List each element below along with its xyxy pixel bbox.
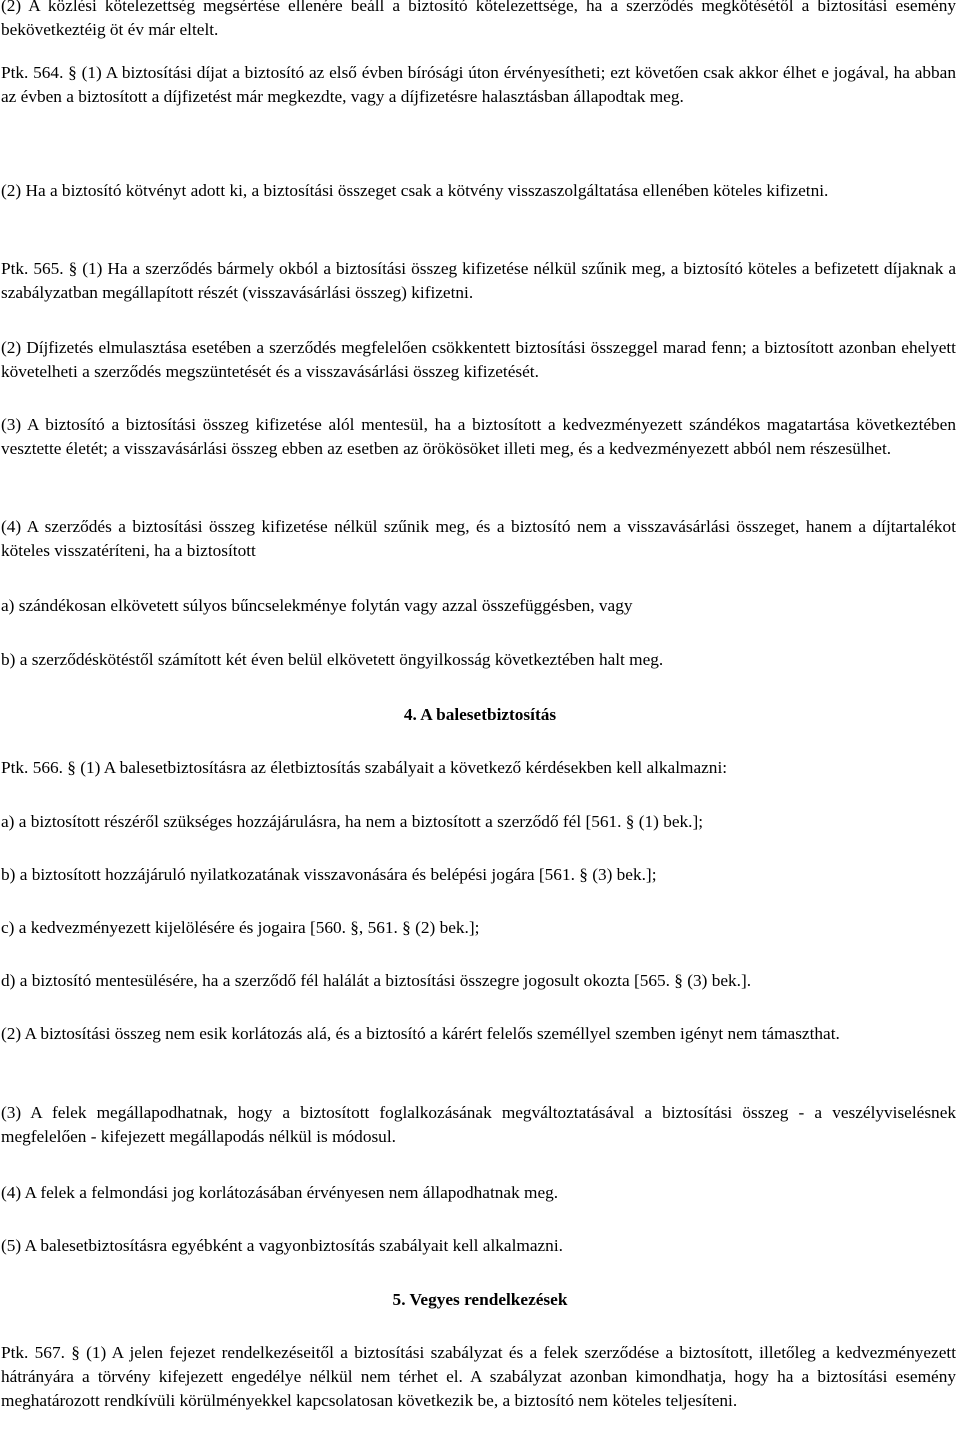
paragraph-566-1-a: a) a biztosított részéről szükséges hozzájárulásra, ha nem a biztosított a szerződő fél [561. § (1) bek.]; — [1, 812, 704, 831]
paragraph-566-5: (5) A balesetbiztosításra egyébként a vagyonbiztosítás szabályait kell alkalmazni. — [1, 1236, 563, 1255]
section-heading-vegyes-rendelkezesek: 5. Vegyes rendelkezések — [392, 1290, 568, 1309]
paragraph-565-1: Ptk. 565. § (1) Ha a szerződés bármely okból a biztosítási összeg kifizetése nélkül szűnik meg, a biztosító köteles a befizetett díjaknak a szabályzatban megállapított részét (visszavásárlási összeg) kifizetni. — [1, 259, 956, 302]
paragraph-566-1-b: b) a biztosított hozzájáruló nyilatkozatának visszavonására és belépési jogára [561. § (3) bek.]; — [1, 865, 657, 884]
paragraph-566-1-d: d) a biztosító mentesülésére, ha a szerződő fél halálát a biztosítási összegre jogosult okozta [565. § (3) bek.]. — [1, 971, 752, 990]
paragraph-567-1: Ptk. 567. § (1) A jelen fejezet rendelkezéseitől a biztosítási szabályzat és a felek szerződése a biztosított, illetőleg a kedvezményezett hátrányára a törvény kifejezett engedélye nélkül nem térhet el. A szabályzat azonban kimondhatja, hogy ha a biztosítási esemény meghatározott rendkívüli körülményekkel kapcsolatosan következik be, a biztosító nem köteles teljesíteni. — [1, 1343, 956, 1410]
paragraph-566-1: Ptk. 566. § (1) A balesetbiztosításra az életbiztosítás szabályait a következő kérdésekben kell alkalmazni: — [1, 758, 728, 777]
section-heading-balesetbiztositas: 4. A balesetbiztosítás — [403, 705, 557, 724]
paragraph-566-3: (3) A felek megállapodhatnak, hogy a biztosított foglalkozásának megváltoztatásával a biztosítási összeg - a veszélyviselésnek megfelelően - kifejezett megállapodás nélkül is módosul. — [1, 1103, 956, 1146]
paragraph-565-4: (4) A szerződés a biztosítási összeg kifizetése nélkül szűnik meg, és a biztosító nem a visszavásárlási összeget, hanem a díjtartalékot köteles visszatéríteni, ha a biztosított — [1, 517, 956, 560]
paragraph-565-3: (3) A biztosító a biztosítási összeg kifizetése alól mentesül, ha a biztosított a kedvezményezett szándékos magatartása következtében vesztette életét; a visszavásárlási összeg ebben az esetben az örökösöket illeti meg, és a kedvezményezett abból nem részesülhet. — [1, 415, 956, 458]
paragraph-565-4-a: a) szándékosan elkövetett súlyos bűncselekménye folytán vagy azzal összefüggésben, vagy — [1, 596, 633, 615]
paragraph-563-2: (2) A közlési kötelezettség megsértése ellenére beáll a biztosító kötelezettsége, ha a szerződés megkötésétől a biztosítási esemény bekövetkeztéig öt év már eltelt. — [1, 0, 956, 39]
paragraph-565-2: (2) Díjfizetés elmulasztása esetében a szerződés megfelelően csökkentett biztosítási összeggel marad fenn; a biztosított azonban ehelyett követelheti a szerződés megszüntetését és a visszavásárlási összeg kifizetését. — [1, 338, 956, 381]
paragraph-566-2: (2) A biztosítási összeg nem esik korlátozás alá, és a biztosító a kárért felelős személlyel szemben igényt nem támaszthat. — [1, 1024, 840, 1043]
paragraph-564-2: (2) Ha a biztosító kötvényt adott ki, a biztosítási összeget csak a kötvény visszaszolgáltatása ellenében köteles kifizetni. — [1, 181, 829, 200]
paragraph-565-4-b: b) a szerződéskötéstől számított két éven belül elkövetett öngyilkosság következtében halt meg. — [1, 650, 664, 669]
paragraph-566-1-c: c) a kedvezményezett kijelölésére és jogaira [560. §, 561. § (2) bek.]; — [1, 918, 480, 937]
paragraph-564-1: Ptk. 564. § (1) A biztosítási díjat a biztosító az első évben bírósági úton érvényesítheti; ezt követően csak akkor élhet e jogával, ha abban az évben a biztosított a díjfizetést már megkezdte, vagy a díjfizetésre halasztásban állapodtak meg. — [1, 63, 956, 106]
paragraph-566-4: (4) A felek a felmondási jog korlátozásában érvényesen nem állapodhatnak meg. — [1, 1183, 559, 1202]
